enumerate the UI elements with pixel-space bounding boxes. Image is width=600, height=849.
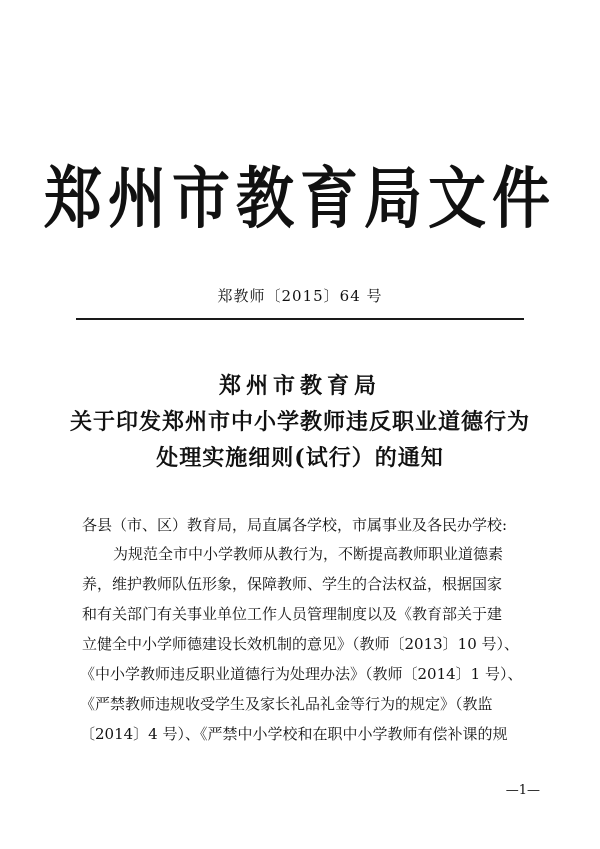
- body-line: 为规范全市中小学教师从教行为，不断提高教师职业道德素: [113, 545, 504, 563]
- page-number: —1—: [505, 783, 540, 798]
- notice-title-line-2: 处理实施细则(试行）的通知: [156, 445, 444, 471]
- notice-issuer: 郑州市教育局: [218, 373, 381, 399]
- document-number: 郑教师〔2015〕64 号: [217, 287, 383, 305]
- header-divider: [76, 318, 524, 320]
- body-line: 〔2014〕4 号）、《严禁中小学校和在职中小学教师有偿补课的规: [80, 725, 508, 743]
- notice-title-line-1: 关于印发郑州市中小学教师违反职业道德行为: [69, 409, 530, 435]
- addressee-line: 各县（市、区）教育局，局直属各学校，市属事业及各民办学校:: [82, 516, 508, 534]
- body-line: 《严禁教师违规收受学生及家长礼品礼金等行为的规定》（教监: [80, 695, 493, 713]
- body-line: 立健全中小学师德建设长效机制的意见》（教师〔2013〕10 号）、: [82, 635, 520, 653]
- body-line: 养，维护教师队伍形象，保障教师、学生的合法权益，根据国家: [82, 575, 503, 593]
- body-line: 《中小学教师违反职业道德行为处理办法》（教师〔2014〕1 号）、: [80, 665, 523, 683]
- document-header-title: 郑州市教育局文件: [43, 159, 556, 238]
- body-line: 和有关部门有关事业单位工作人员管理制度以及《教育部关于建: [82, 605, 503, 623]
